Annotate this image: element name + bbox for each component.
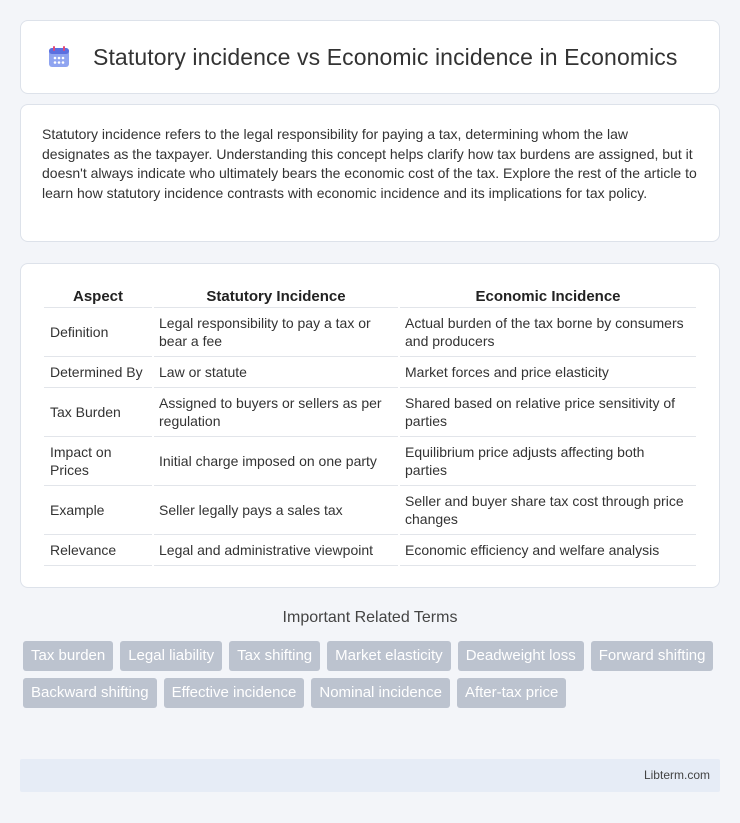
- cell-economic: Market forces and price elasticity: [400, 357, 696, 388]
- comparison-table: [42, 284, 698, 566]
- footer: [20, 759, 720, 792]
- table-row: [44, 308, 696, 357]
- table-row: [44, 437, 696, 486]
- tag-market-elasticity[interactable]: Market elasticity: [327, 641, 451, 671]
- header-card: [20, 20, 720, 94]
- intro-text: Statutory incidence refers to the legal responsibility for paying a tax, determining whom the law designates as the taxpayer. Understanding this concept helps clarify how tax burdens are assigned, but it doesn't always indicate who ultimately bears the economic cost of the tax. Explore the rest of the article to learn how statutory incidence contrasts with economic incidence and its implications for tax policy.: [42, 126, 697, 201]
- tag-legal-liability[interactable]: Legal liability: [120, 641, 222, 671]
- table-row: [44, 535, 696, 566]
- cell-statutory: Law or statute: [154, 357, 398, 388]
- header-statutory: Statutory Incidence: [154, 284, 398, 308]
- calendar-icon: [47, 45, 71, 69]
- related-terms-title: Important Related Terms: [282, 609, 458, 626]
- related-terms-list: [23, 641, 723, 715]
- tag-deadweight-loss[interactable]: Deadweight loss: [458, 641, 584, 671]
- cell-economic: Equilibrium price adjusts affecting both parties: [400, 437, 696, 486]
- cell-statutory: Assigned to buyers or sellers as per regulation: [154, 388, 398, 437]
- tag-backward-shifting[interactable]: Backward shifting: [23, 678, 157, 708]
- cell-statutory: Seller legally pays a sales tax: [154, 486, 398, 535]
- table-row: [44, 486, 696, 535]
- cell-aspect: Example: [44, 486, 152, 535]
- tag-tax-burden[interactable]: Tax burden: [23, 641, 113, 671]
- cell-economic: Shared based on relative price sensitivity of parties: [400, 388, 696, 437]
- table-header-row: [44, 284, 696, 308]
- comparison-card: [20, 263, 720, 588]
- tag-after-tax-price[interactable]: After-tax price: [457, 678, 566, 708]
- header-aspect: Aspect: [44, 284, 152, 308]
- tag-effective-incidence[interactable]: Effective incidence: [164, 678, 305, 708]
- cell-economic: Seller and buyer share tax cost through price changes: [400, 486, 696, 535]
- tag-nominal-incidence[interactable]: Nominal incidence: [311, 678, 450, 708]
- cell-aspect: Impact on Prices: [44, 437, 152, 486]
- intro-card: [20, 104, 720, 242]
- cell-aspect: Determined By: [44, 357, 152, 388]
- tag-tax-shifting[interactable]: Tax shifting: [229, 641, 320, 671]
- cell-aspect: Tax Burden: [44, 388, 152, 437]
- page-title: Statutory incidence vs Economic incidence in Economics: [93, 43, 678, 70]
- table-row: [44, 357, 696, 388]
- cell-aspect: Relevance: [44, 535, 152, 566]
- cell-statutory: Initial charge imposed on one party: [154, 437, 398, 486]
- cell-aspect: Definition: [44, 308, 152, 357]
- table-row: [44, 388, 696, 437]
- cell-statutory: Legal responsibility to pay a tax or bear a fee: [154, 308, 398, 357]
- footer-brand-link[interactable]: Libterm.com: [643, 768, 710, 782]
- cell-economic: Economic efficiency and welfare analysis: [400, 535, 696, 566]
- cell-economic: Actual burden of the tax borne by consumers and producers: [400, 308, 696, 357]
- header-economic: Economic Incidence: [400, 284, 696, 308]
- tag-forward-shifting[interactable]: Forward shifting: [591, 641, 714, 671]
- cell-statutory: Legal and administrative viewpoint: [154, 535, 398, 566]
